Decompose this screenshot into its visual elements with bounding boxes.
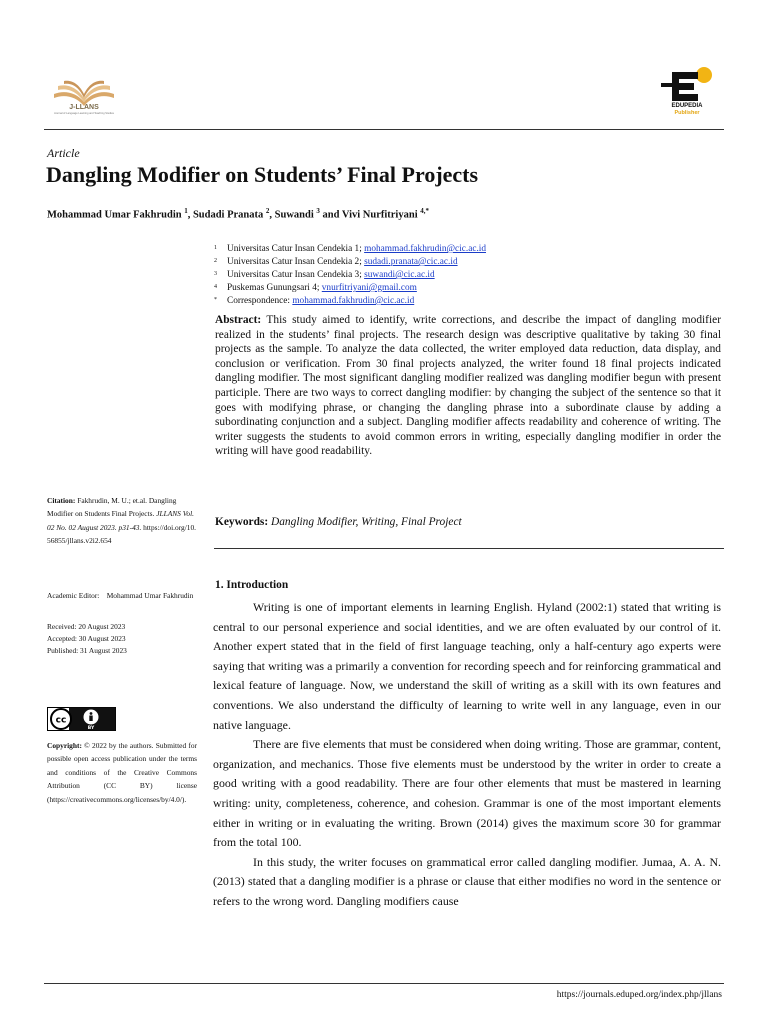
author-name: Vivi Nurfitriyani <box>341 209 418 221</box>
email-link[interactable]: sudadi.pranata@cic.ac.id <box>364 257 458 267</box>
received-date: Received: 20 August 2023 <box>47 622 126 631</box>
journal-logo-subtitle: Journal of Language Learning and Teaching Studies <box>54 112 114 115</box>
paragraph: Writing is one of important elements in learning English. Hyland (2002:1) stated that writing is central to our personal experience and social identities, and we are often evaluated by our control of it. Another expert stated that in the field of first language teaching, only a half-century ago experts were saying that writing was a primarily a convention for recording speech and for reinforcing grammatical and lexical feature of language. Now, we understand the skill of writing as a skill with its own features and conventions. We also understand the difficulty of learning to write well in any language, even in our native language. <box>213 600 721 732</box>
license-badge-label: BY <box>87 726 95 731</box>
paragraph: There are five elements that must be considered when doing writing. Those are grammar, content, organization, and mechanics. Those five elements must be understood by the writer in order to create a good writing with a good readability. There are four other elements that must be mastered in learning writing: unity, completeness, coherence, and cohesion. Grammar is one of the most important elements either in writing or in evaluating the writing. Brown (2014) gives the maximum score 30 for grammar from the total 100. <box>213 737 721 850</box>
edupedia-logo-icon <box>658 66 718 106</box>
footer-url-link[interactable]: https://journals.eduped.org/index.php/jllans <box>556 990 722 1000</box>
abstract <box>215 313 721 459</box>
doi-link[interactable]: https://doi.org/10.56855/jllans.v2i2.654 <box>47 522 197 546</box>
author-affiliation-mark: 4,* <box>420 207 429 215</box>
publisher-logo-name: EDUPEDIA <box>671 103 703 109</box>
author-name: Sudadi Pranata <box>192 209 264 221</box>
footer-divider <box>44 983 724 984</box>
affiliation-item: 2 Universitas Catur Insan Cendekia 2; sudadi.pranata@cic.ac.id <box>214 257 458 267</box>
paragraph: In this study, the writer focuses on grammatical error called dangling modifier. Jumaa, A. A. N. (2013) stated that a dangling modifier is a phrase or clause that either modifies no word in the sentence or refers to the wrong word. Dangling modifiers cause <box>213 854 721 908</box>
author-name: Suwandi <box>274 209 314 221</box>
abstract-label: Abstract: <box>215 314 262 326</box>
body-text <box>213 598 721 912</box>
copyright-label: Copyright: <box>47 741 82 750</box>
publication-dates <box>47 621 197 657</box>
email-link[interactable]: suwandi@cic.ac.id <box>364 270 435 280</box>
author-list: Mohammad Umar Fakhrudin $^1$, Sudadi Pranata $^2$, Suwandi $^3$ and Vivi Nurfitriyani $^{4,*}$ <box>47 207 429 221</box>
published-date: Published: 31 August 2023 <box>47 646 127 655</box>
affiliation-item: * Correspondence: mohammad.fakhrudin@cic.ac.id <box>214 296 415 306</box>
affiliation-list <box>214 243 724 308</box>
article-type: Article <box>47 146 80 160</box>
keywords <box>215 516 462 528</box>
affiliation-item: 4 Puskemas Gunungsari 4; vnurfitriyani@gmail.com <box>214 283 417 293</box>
academic-editor: Academic Editor: Mohammad Umar Fakhrudin <box>47 591 194 600</box>
affiliation-item: 3 Universitas Catur Insan Cendekia 3; suwandi@cic.ac.id <box>214 270 435 280</box>
accepted-date: Accepted: 30 August 2023 <box>47 634 126 643</box>
publisher-logo-subtitle: Publisher <box>674 110 700 116</box>
copyright-notice: Copyright: © 2022 by the authors. Submitted for possible open access publication under the terms and conditions of the Creative Commons Attribution (CC BY) license (https://creativecommons.org/licenses/by/4.0/). <box>47 741 197 804</box>
citation-block: Citation: Fakhrudin, M. U.; et.al. Dangling Modifier on Students Final Projects. JLLANS Vol. 02 No. 02 August 2023. p31-43. https://doi.org/10.56855/jllans.v2i2.654 <box>47 496 197 546</box>
email-link[interactable]: vnurfitriyani@gmail.com <box>321 283 417 293</box>
svg-text:cc: cc <box>55 715 67 726</box>
keywords-label: Keywords: <box>215 516 269 528</box>
header-divider <box>44 129 724 130</box>
abstract-text: This study aimed to identify, write corrections, and describe the impact of dangling modifier realized in the students’ final projects. The research design was descriptive qualitative by taking 30 final projects as the sample. To analyze the data collected, the writer employed data reduction, data display, and conclusion or verification. From 30 final projects analyzed, the writer found 18 final projects indicated dangling modifier. The most significant dangling modifier realized was dangling modifier begun with present participle. There are two ways to correct dangling modifier: by changing the subject of the sentence so that it goes with modifying phrase, or changing the dangling phrase into a subordinate clause by adding a subordinating conjunction and a subject. Dangling modifier affects readability and coherence of writing. The writer suggests the students to avoid common errors in writing, especially dangling modifier in order the writing will have good readability. <box>215 314 721 458</box>
author-name: Mohammad Umar Fakhrudin <box>47 209 182 221</box>
affiliation-item: 1 Universitas Catur Insan Cendekia 1; mohammad.fakhrudin@cic.ac.id <box>214 244 486 254</box>
email-link[interactable]: mohammad.fakhrudin@cic.ac.id <box>292 296 415 306</box>
author-affiliation-mark: 3 <box>316 207 320 215</box>
keywords-text: Dangling Modifier, Writing, Final Project <box>271 516 462 528</box>
page-title: Dangling Modifier on Students’ Final Projects <box>46 162 479 187</box>
cc-by-license-icon[interactable] <box>47 707 116 731</box>
abstract-divider <box>214 548 724 549</box>
journal-logo-name: J-LLANS <box>69 104 99 111</box>
email-link[interactable]: mohammad.fakhrudin@cic.ac.id <box>364 244 486 254</box>
section-heading: 1. Introduction <box>215 579 289 591</box>
citation-label: Citation: <box>47 496 76 505</box>
author-affiliation-mark: 1 <box>184 207 188 215</box>
author-affiliation-mark: 2 <box>265 207 270 215</box>
